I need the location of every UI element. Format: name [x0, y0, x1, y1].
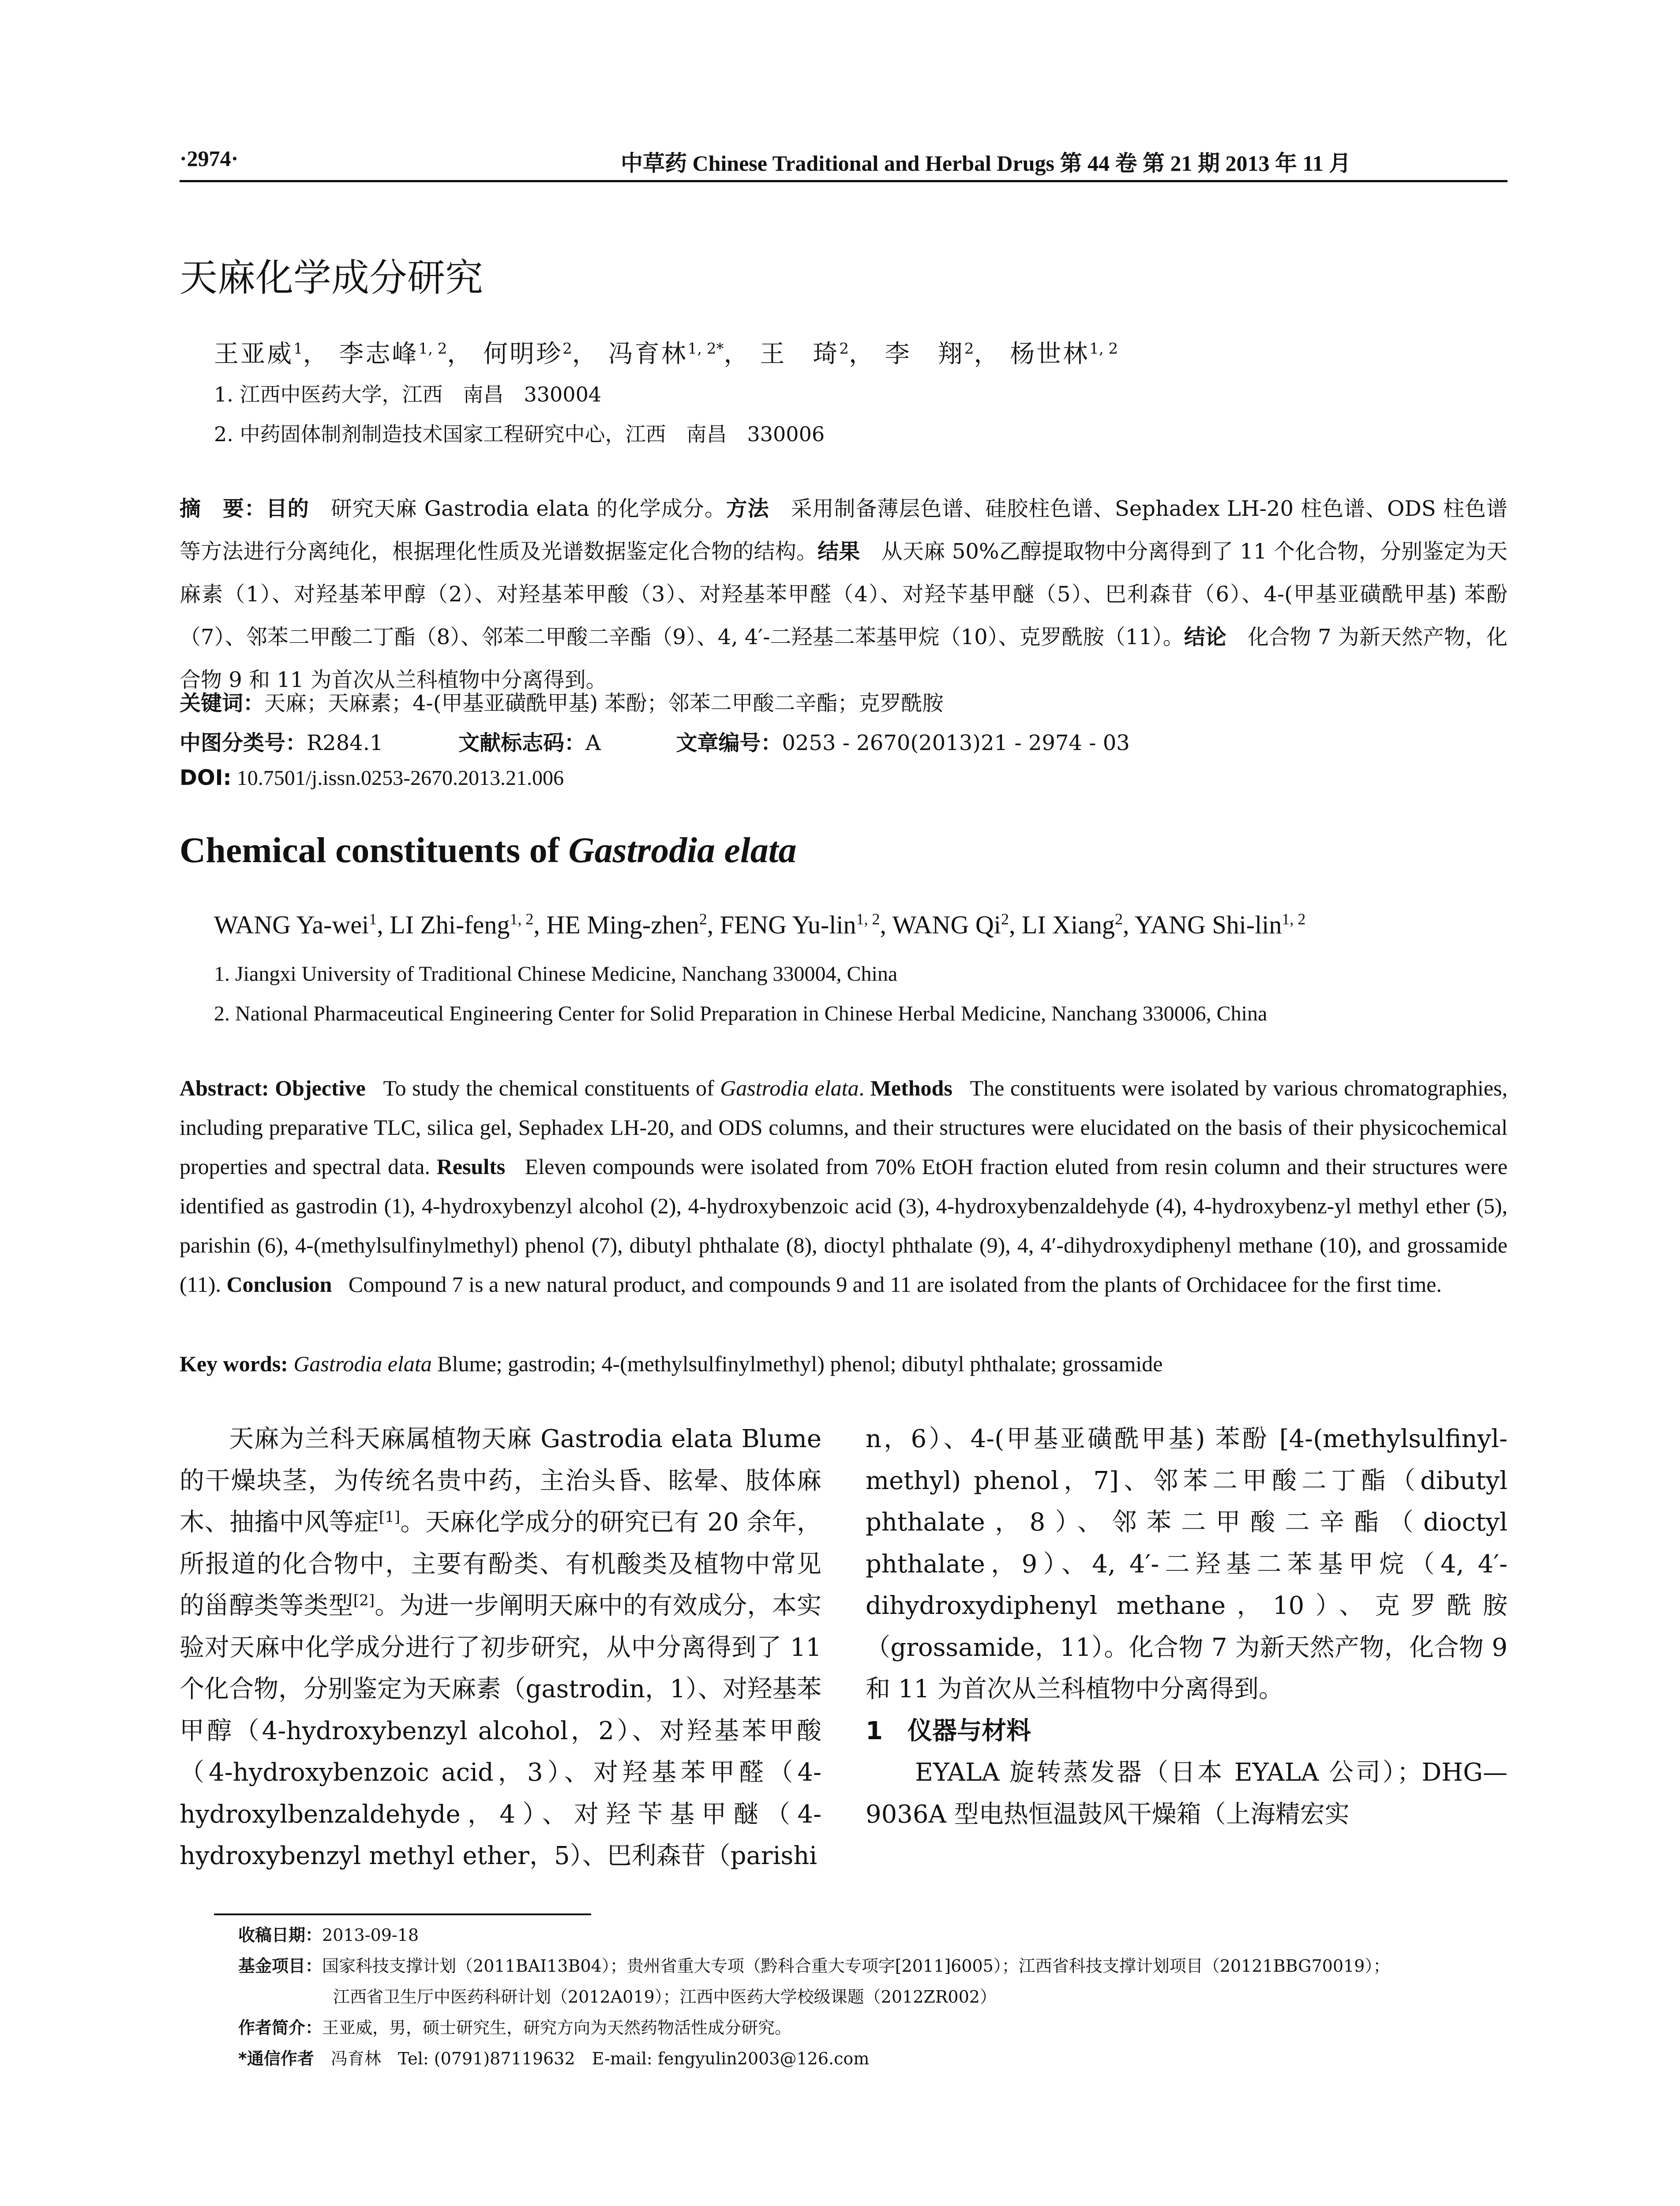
- author-sup: 1: [293, 340, 303, 358]
- footnote-divider: [214, 1913, 591, 1915]
- conclusion-label: 结论: [1184, 625, 1226, 649]
- footnote-fund-continued: 江西省卫生厅中医药科研计划（2012A019）；江西中医药大学校级课题（2012ZR002）: [333, 1987, 997, 2007]
- keywords-label: 关键词：: [180, 691, 265, 716]
- doi-label: DOI:: [180, 765, 232, 790]
- citation-ref[interactable]: [2]: [353, 1591, 375, 1609]
- doi-link[interactable]: 10.7501/j.issn.0253-2670.2013.21.006: [236, 766, 564, 790]
- article-no-value: 0253 - 2670(2013)21 - 2974 - 03: [782, 731, 1130, 755]
- doc-code-value: A: [585, 731, 601, 755]
- corresponding-label: *通信作者: [238, 2049, 314, 2068]
- body-column-left: [180, 1418, 821, 1877]
- conclusion-text: Compound 7 is a new natural product, and compounds 9 and 11 are isolated from the plants of Orchidacee for the first time.: [348, 1272, 1442, 1297]
- article-title-en: [180, 829, 797, 871]
- results-label: Results: [436, 1154, 506, 1179]
- abstract-label: Abstract:: [180, 1076, 269, 1100]
- author-list-cn: 王亚威$^1$， 李志峰$^{1, 2}$， 何明珍$^2$， 冯育林$^{1, 2*}$， 王 琦$^2$， 李 翔$^2$， 杨世林$^{1, 2}$: [214, 340, 1118, 368]
- section-text: EYALA 旋转蒸发器（日本 EYALA 公司）；DHG—9036A 型电热恒温鼓风干燥箱（上海精宏实: [866, 1758, 1508, 1829]
- author-name: 冯育林: [608, 340, 688, 368]
- objective-label: 目的: [266, 496, 309, 521]
- keywords-en: [180, 1351, 1162, 1377]
- author-sup: 2: [964, 340, 974, 358]
- corresponding-text: 冯育林 Tel: (0791)87119632 E-mail: fengyulin2003@126.com: [314, 2049, 870, 2068]
- author-name: 杨世林: [1010, 340, 1090, 368]
- conclusion-label: Conclusion: [226, 1272, 332, 1297]
- author-sup: 1, 2: [418, 340, 447, 358]
- doi-line: [180, 765, 564, 790]
- author-name: LI Zhi-feng: [390, 910, 510, 939]
- received-date: 2013-09-18: [322, 1925, 419, 1945]
- keywords-text: Blume; gastrodin; 4-(methylsulfinylmethyl) phenol; dibutyl phthalate; grossamide: [431, 1351, 1163, 1376]
- intro-text-2: 。天麻化学成分的研究已有 20 余年，所报道的化合物中，主要有酚类、有机酸类及植物中常见的甾醇类等类型: [180, 1508, 822, 1620]
- affiliation-en-1: 1. Jiangxi University of Traditional Chinese Medicine, Nanchang 330004, China: [214, 962, 898, 986]
- abstract-label: 摘 要：: [180, 496, 266, 521]
- author-name: YANG Shi-lin: [1134, 910, 1282, 939]
- received-label: 收稿日期：: [238, 1925, 322, 1945]
- body-column-right: [866, 1418, 1508, 1835]
- author-name: FENG Yu-lin: [720, 910, 856, 939]
- author-sup: 1: [369, 910, 377, 928]
- author-sup: 2: [1114, 910, 1123, 928]
- objective-text: To study the chemical constituents of: [383, 1076, 720, 1100]
- keywords-species: Gastrodia elata: [293, 1351, 432, 1376]
- title-en-prefix: Chemical constituents of: [180, 830, 569, 870]
- title-en-species: Gastrodia elata: [568, 830, 797, 870]
- author-name: WANG Qi: [892, 910, 1001, 939]
- abstract-cn: [180, 488, 1508, 702]
- footnote-fund: [238, 1952, 1390, 1977]
- results-text: 从天麻 50%乙醇提取物中分离得到了 11 个化合物，分别鉴定为天麻素（1）、对羟基苯甲醇（2）、对羟基苯甲酸（3）、对羟基苯甲醛（4）、对羟苄基甲醚（5）、巴利森苷（6）、4-(甲基亚磺酰甲基) 苯酚（7）、邻苯二甲酸二丁酯（8）、邻苯二甲酸二辛酯（9）、4, 4′-二羟基二苯基甲烷（10）、克罗酰胺（11）。: [180, 539, 1508, 649]
- objective-end: .: [859, 1076, 865, 1100]
- intro-text-1: 天麻为兰科天麻属植物天麻 Gastrodia elata Blume 的干燥块茎，为传统名贵中药，主治头昏、眩晕、肢体麻木、抽搐中风等症: [180, 1425, 821, 1537]
- journal-info: 中草药 Chinese Traditional and Herbal Drugs 第 44 卷 第 21 期 2013 年 11 月: [621, 151, 1351, 176]
- doc-code-label: 文献标志码：: [458, 731, 586, 755]
- author-name: 王 琦: [760, 340, 840, 368]
- results-label: 结果: [818, 539, 860, 564]
- results-text: Eleven compounds were isolated from 70% EtOH fraction eluted from resin column and their structures were identified as gastrodin (1), 4-hydroxybenzyl alcohol (2), 4-hydroxybenzoic acid (3), 4-hydroxybenzaldehyde (4), 4-hydroxybenz-yl methyl ether (5), parishin (6), 4-(methylsulfinylmethyl) phenol (7), dibutyl phthalate (8), dioctyl phthalate (9), 4, 4′-dihydroxydiphenyl methane (10), and grossamide (11).: [180, 1154, 1508, 1297]
- affiliation-en-2: 2. National Pharmaceutical Engineering Center for Solid Preparation in Chinese Herbal Medicine, Nanchang 330006, China: [214, 1002, 1268, 1025]
- footnote-corresponding: [238, 2045, 869, 2069]
- author-bio-label: 作者简介：: [238, 2018, 322, 2037]
- abstract-en: [180, 1069, 1508, 1304]
- fund-label: 基金项目：: [238, 1956, 322, 1976]
- author-sup: 2: [839, 340, 849, 358]
- author-name: 王亚威: [214, 340, 293, 368]
- author-sup: 1, 2: [510, 910, 534, 928]
- objective-species: Gastrodia elata: [720, 1076, 859, 1100]
- footnote-author: [238, 2014, 791, 2038]
- methods-text: 采用制备薄层色谱、硅胶柱色谱、Sephadex LH-20 柱色谱、ODS 柱色谱等方法进行分离纯化，根据理化性质及光谱数据鉴定化合物的结构。: [180, 496, 1508, 564]
- author-name: 李志峰: [339, 340, 419, 368]
- fund-text-1: 国家科技支撑计划（2011BAI13B04）；贵州省重大专项（黔科合重大专项字[2011]6005）；江西省科技支撑计划项目（20121BBG70019）；: [322, 1956, 1390, 1976]
- keywords-text: 天麻；天麻素；4-(甲基亚磺酰甲基) 苯酚；邻苯二甲酸二辛酯；克罗酰胺: [264, 691, 944, 716]
- page-number: ·2974·: [180, 146, 239, 171]
- author-name: HE Ming-zhen: [546, 910, 699, 939]
- objective-label: Objective: [275, 1076, 366, 1100]
- keywords-label: Key words:: [180, 1351, 288, 1376]
- author-sup: 1, 2: [1282, 910, 1306, 928]
- author-sup: 2: [699, 910, 707, 928]
- author-bio-text: 王亚威，男，硕士研究生，研究方向为天然药物活性成分研究。: [322, 2018, 792, 2037]
- affiliation-cn-2: 2. 中药固体制剂制造技术国家工程研究中心，江西 南昌 330006: [214, 422, 825, 446]
- methods-label: Methods: [870, 1076, 952, 1100]
- objective-text: 研究天麻 Gastrodia elata 的化学成分。: [330, 496, 726, 521]
- article-no-label: 文章编号：: [676, 731, 782, 755]
- citation-ref[interactable]: [1]: [379, 1508, 401, 1526]
- classification-line: [180, 726, 1130, 756]
- author-sup: 1, 2: [856, 910, 880, 928]
- section-heading: 1 仪器与材料: [866, 1716, 1031, 1745]
- author-name: 何明珍: [483, 340, 563, 368]
- affiliation-cn-1: 1. 江西中医药大学，江西 南昌 330004: [214, 383, 602, 406]
- clc-value: R284.1: [307, 731, 383, 755]
- methods-label: 方法: [726, 496, 769, 521]
- article-title-cn: 天麻化学成分研究: [180, 256, 483, 300]
- author-name: WANG Ya-wei: [214, 910, 369, 939]
- intro-text-3: 。为进一步阐明天麻中的有效成分，本实验对天麻中化学成分进行了初步研究，从中分离得到了 11 个化合物，分别鉴定为天麻素（gastrodin，1）、对羟基苯甲醇（4-hydroxybenzyl alcohol，2）、对羟基苯甲酸（4-hydroxybenzoic acid，3）、对羟基苯甲醛（4-hydroxylbenzaldehyde，4）、对羟苄基甲醚（4-hydroxybenzyl methyl ether，5）、巴利森苷（parishi: [180, 1591, 822, 1870]
- conclusion-text: 化合物 7 为新天然产物，化合物 9 和 11 为首次从兰科植物中分离得到。: [180, 625, 1508, 692]
- author-name: LI Xiang: [1021, 910, 1115, 939]
- author-sup: 2: [562, 340, 572, 358]
- intro-paragraph: [180, 1418, 821, 1877]
- clc-label: 中图分类号：: [180, 731, 307, 755]
- author-sup: 1, 2*: [687, 340, 724, 358]
- keywords-cn: [180, 686, 944, 717]
- footnote-received: [238, 1921, 419, 1946]
- author-sup: 2: [1001, 910, 1009, 928]
- methods-text: The constituents were isolated by various chromatographies, including preparative TLC, silica gel, Sephadex LH-20, and ODS columns, and their structures were elucidated on the basis of their physicochemical properties and spectral data.: [180, 1076, 1508, 1179]
- intro-text-3-continued: n，6）、4-(甲基亚磺酰甲基) 苯酚 [4-(methylsulfinyl-methyl) phenol，7]、邻苯二甲酸二丁酯（dibutyl phthalate，8）、邻苯二甲酸二辛酯（dioctyl phthalate，9）、4, 4′-二羟基二苯基甲烷（4, 4′-dihydroxydiphenyl methane，10）、克罗酰胺（grossamide，11）。化合物 7 为新天然产物，化合物 9 和 11 为首次从兰科植物中分离得到。: [866, 1425, 1508, 1703]
- author-sup: 1, 2: [1089, 340, 1118, 358]
- intro-paragraph-continued: [866, 1418, 1508, 1711]
- page-header: [180, 140, 1508, 182]
- author-name: 李 翔: [885, 340, 964, 368]
- author-list-en: WANG Ya-wei$^1$, LI Zhi-feng$^{1, 2}$, HE Ming-zhen$^2$, FENG Yu-lin$^{1, 2}$, WANG Qi$^2$, LI Xiang$^2$, YANG Shi-lin$^{1, 2}$: [214, 910, 1306, 939]
